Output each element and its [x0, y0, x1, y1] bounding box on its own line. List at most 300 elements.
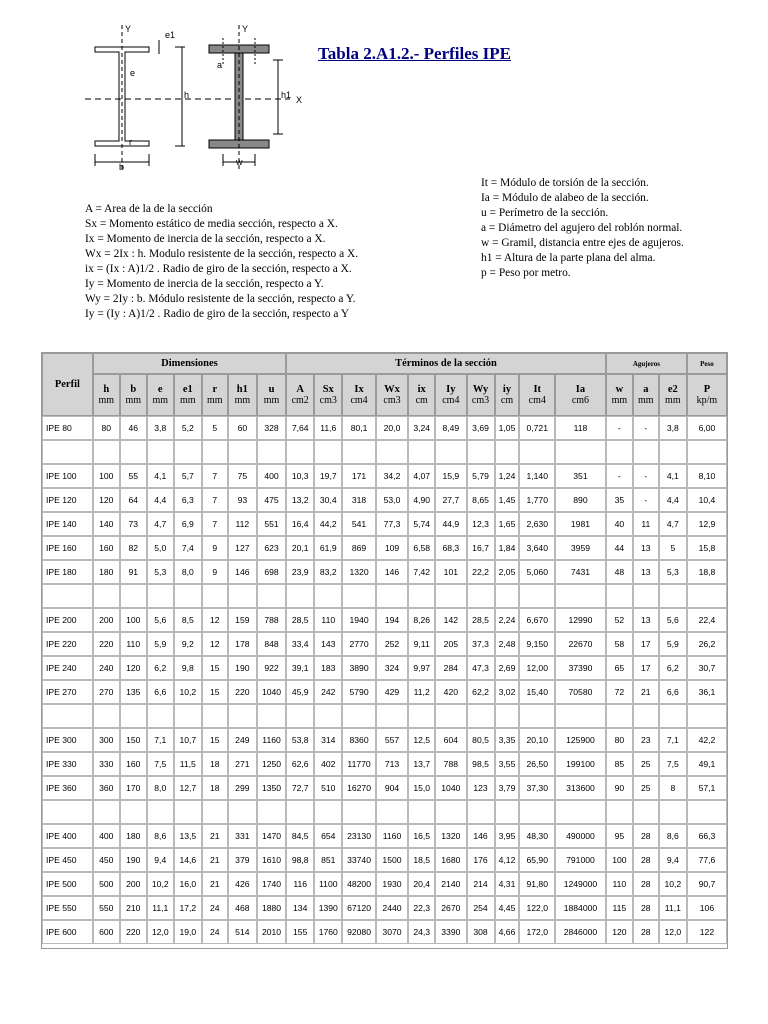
- legend-item: a = Diámetro del agujero del roblón normal.: [481, 222, 683, 234]
- empty-cell: [408, 800, 435, 824]
- value-cell: 3,35: [495, 728, 520, 752]
- column-symbol: Iy: [446, 384, 456, 395]
- empty-cell: [519, 800, 555, 824]
- value-cell: 33,4: [286, 632, 314, 656]
- value-cell: 5: [202, 416, 228, 440]
- value-cell: 42,2: [687, 728, 727, 752]
- value-cell: 100: [120, 608, 147, 632]
- column-symbol: b: [130, 384, 137, 395]
- value-cell: 65,90: [519, 848, 555, 872]
- value-cell: 199100: [555, 752, 606, 776]
- value-cell: 200: [120, 872, 147, 896]
- empty-cell: [606, 800, 633, 824]
- value-cell: 33740: [342, 848, 375, 872]
- diagram-label-y-left: Y: [125, 24, 132, 34]
- table-row: [42, 920, 727, 944]
- value-cell: 5: [659, 536, 687, 560]
- value-cell: 1981: [555, 512, 606, 536]
- right-section-outline: [209, 25, 269, 170]
- value-cell: 426: [228, 872, 257, 896]
- value-cell: 1,24: [495, 464, 520, 488]
- value-cell: 134: [286, 896, 314, 920]
- value-cell: 698: [257, 560, 286, 584]
- column-header-a: [633, 374, 659, 416]
- column-unit: mm: [665, 395, 681, 406]
- value-cell: 5,3: [659, 560, 687, 584]
- value-cell: 6,670: [519, 608, 555, 632]
- value-cell: 1160: [257, 728, 286, 752]
- value-cell: 1940: [342, 608, 375, 632]
- column-header-iy: [435, 374, 466, 416]
- value-cell: 9,4: [659, 848, 687, 872]
- empty-cell: [286, 584, 314, 608]
- column-symbol: Ix: [354, 384, 364, 395]
- value-cell: 23: [633, 728, 659, 752]
- table-row: [42, 872, 727, 896]
- column-header-iy: [495, 374, 520, 416]
- table-row: [42, 680, 727, 704]
- value-cell: 27,7: [435, 488, 466, 512]
- empty-cell: [257, 440, 286, 464]
- value-cell: 324: [376, 656, 408, 680]
- value-cell: 1500: [376, 848, 408, 872]
- value-cell: 8,10: [687, 464, 727, 488]
- value-cell: 100: [93, 464, 120, 488]
- empty-cell: [342, 800, 375, 824]
- empty-cell: [228, 440, 257, 464]
- value-cell: 270: [93, 680, 120, 704]
- value-cell: 72: [606, 680, 633, 704]
- column-unit: mm: [263, 395, 280, 406]
- value-cell: 101: [435, 560, 466, 584]
- legend-item: Wy = 2Iy : b. Módulo resistente de la sección, respecto a Y.: [85, 293, 356, 305]
- column-symbol: u: [268, 384, 275, 395]
- column-unit: mm: [207, 395, 223, 406]
- empty-cell: [202, 704, 228, 728]
- value-cell: 93: [228, 488, 257, 512]
- column-header-row: [42, 374, 727, 416]
- value-cell: 7,4: [174, 536, 202, 560]
- profile-name-cell: IPE 180: [42, 560, 93, 584]
- column-symbol: e: [157, 384, 163, 395]
- empty-cell: [42, 440, 93, 464]
- value-cell: 1249000: [555, 872, 606, 896]
- value-cell: 2,24: [495, 608, 520, 632]
- empty-cell: [495, 440, 520, 464]
- value-cell: 22,2: [467, 560, 495, 584]
- column-unit: cm4: [442, 395, 460, 406]
- value-cell: 3,95: [495, 824, 520, 848]
- value-cell: 330: [93, 752, 120, 776]
- value-cell: 21: [202, 848, 228, 872]
- value-cell: 26,2: [687, 632, 727, 656]
- value-cell: 91: [120, 560, 147, 584]
- empty-cell: [93, 800, 120, 824]
- diagram-label-e1: e1: [165, 30, 176, 40]
- value-cell: 1884000: [555, 896, 606, 920]
- value-cell: 6,9: [174, 512, 202, 536]
- value-cell: 28: [633, 848, 659, 872]
- value-cell: 135: [120, 680, 147, 704]
- column-unit: cm: [500, 395, 514, 406]
- value-cell: 84,5: [286, 824, 314, 848]
- profile-name-cell: IPE 240: [42, 656, 93, 680]
- value-cell: 22,4: [687, 608, 727, 632]
- value-cell: 28: [633, 824, 659, 848]
- value-cell: 25: [633, 752, 659, 776]
- value-cell: 45,9: [286, 680, 314, 704]
- column-header-w: [606, 374, 633, 416]
- empty-cell: [93, 440, 120, 464]
- spacer-row: [42, 440, 727, 464]
- value-cell: 39,1: [286, 656, 314, 680]
- profile-name-cell: IPE 450: [42, 848, 93, 872]
- value-cell: 65: [606, 656, 633, 680]
- empty-cell: [120, 800, 147, 824]
- empty-cell: [257, 704, 286, 728]
- value-cell: 80: [93, 416, 120, 440]
- value-cell: 490000: [555, 824, 606, 848]
- value-cell: 1040: [435, 776, 466, 800]
- column-unit: mm: [152, 395, 169, 406]
- empty-cell: [376, 704, 408, 728]
- value-cell: 25: [633, 776, 659, 800]
- value-cell: 2010: [257, 920, 286, 944]
- column-header-a: [286, 374, 314, 416]
- column-symbol: r: [212, 384, 218, 395]
- value-cell: 10,2: [174, 680, 202, 704]
- value-cell: 18,5: [408, 848, 435, 872]
- value-cell: 7,1: [147, 728, 174, 752]
- value-cell: 3,8: [659, 416, 687, 440]
- value-cell: 13: [633, 608, 659, 632]
- empty-cell: [174, 440, 202, 464]
- value-cell: 1930: [376, 872, 408, 896]
- profile-name-cell: IPE 80: [42, 416, 93, 440]
- value-cell: 252: [376, 632, 408, 656]
- value-cell: 98,5: [467, 752, 495, 776]
- value-cell: 5,9: [659, 632, 687, 656]
- value-cell: 10,2: [147, 872, 174, 896]
- column-symbol: Ia: [575, 384, 586, 395]
- column-unit: mm: [638, 395, 654, 406]
- value-cell: 15: [202, 728, 228, 752]
- value-cell: 127: [228, 536, 257, 560]
- value-cell: 28: [633, 896, 659, 920]
- column-symbol: ix: [417, 384, 426, 395]
- value-cell: 92080: [342, 920, 375, 944]
- diagram-label-r: r: [129, 137, 132, 147]
- column-symbol: It: [533, 384, 542, 395]
- value-cell: 14,6: [174, 848, 202, 872]
- value-cell: 12: [202, 632, 228, 656]
- value-cell: 98,8: [286, 848, 314, 872]
- value-cell: 1,05: [495, 416, 520, 440]
- column-header-b: [120, 374, 147, 416]
- column-unit: cm3: [471, 395, 490, 406]
- empty-cell: [435, 800, 466, 824]
- empty-cell: [93, 704, 120, 728]
- value-cell: 8,0: [174, 560, 202, 584]
- value-cell: 180: [93, 560, 120, 584]
- empty-cell: [202, 584, 228, 608]
- profile-name-cell: IPE 270: [42, 680, 93, 704]
- value-cell: 8,5: [174, 608, 202, 632]
- value-cell: 12,7: [174, 776, 202, 800]
- value-cell: 0,721: [519, 416, 555, 440]
- diagram-label-w: w: [236, 157, 243, 167]
- legend-item: Iy = Momento de inercia de la sección, respecto a Y.: [85, 278, 324, 290]
- value-cell: 7: [202, 488, 228, 512]
- value-cell: 360: [93, 776, 120, 800]
- value-cell: 3390: [435, 920, 466, 944]
- empty-cell: [495, 800, 520, 824]
- value-cell: 15: [202, 656, 228, 680]
- value-cell: 40: [606, 512, 633, 536]
- value-cell: 12,0: [659, 920, 687, 944]
- value-cell: 10,3: [286, 464, 314, 488]
- value-cell: 5,7: [174, 464, 202, 488]
- column-symbol: a: [643, 384, 649, 395]
- value-cell: 331: [228, 824, 257, 848]
- value-cell: 7431: [555, 560, 606, 584]
- empty-cell: [408, 704, 435, 728]
- column-header-wx: [376, 374, 408, 416]
- header-peso: Peso: [687, 353, 727, 374]
- value-cell: 6,2: [147, 656, 174, 680]
- empty-cell: [687, 440, 727, 464]
- value-cell: 328: [257, 416, 286, 440]
- value-cell: 429: [376, 680, 408, 704]
- value-cell: -: [633, 488, 659, 512]
- value-cell: 159: [228, 608, 257, 632]
- table-row: [42, 608, 727, 632]
- empty-cell: [174, 584, 202, 608]
- empty-cell: [42, 800, 93, 824]
- value-cell: 2,630: [519, 512, 555, 536]
- value-cell: 1,770: [519, 488, 555, 512]
- value-cell: 12990: [555, 608, 606, 632]
- value-cell: 4,7: [147, 512, 174, 536]
- value-cell: 4,4: [659, 488, 687, 512]
- diagram-label-y-right: Y: [242, 24, 249, 34]
- value-cell: 12,0: [147, 920, 174, 944]
- column-header-e1: [174, 374, 202, 416]
- value-cell: 123: [467, 776, 495, 800]
- header-dimensiones: Dimensiones: [93, 353, 286, 374]
- value-cell: 2670: [435, 896, 466, 920]
- value-cell: 4,4: [147, 488, 174, 512]
- value-cell: 1610: [257, 848, 286, 872]
- value-cell: 146: [228, 560, 257, 584]
- value-cell: 18: [202, 752, 228, 776]
- empty-cell: [555, 704, 606, 728]
- column-unit: kp/m: [696, 395, 718, 406]
- value-cell: 4,45: [495, 896, 520, 920]
- value-cell: 10,4: [687, 488, 727, 512]
- value-cell: 146: [467, 824, 495, 848]
- value-cell: 600: [93, 920, 120, 944]
- value-cell: 82: [120, 536, 147, 560]
- value-cell: 5,9: [147, 632, 174, 656]
- value-cell: 1320: [342, 560, 375, 584]
- value-cell: 23,9: [286, 560, 314, 584]
- legend-item: It = Módulo de torsión de la sección.: [481, 177, 649, 189]
- column-unit: cm3: [383, 395, 401, 406]
- value-cell: 8,6: [147, 824, 174, 848]
- profile-name-cell: IPE 330: [42, 752, 93, 776]
- value-cell: 8,49: [435, 416, 466, 440]
- value-cell: 890: [555, 488, 606, 512]
- value-cell: 623: [257, 536, 286, 560]
- table-row: [42, 416, 727, 440]
- header-terminos: Términos de la sección: [286, 353, 606, 374]
- empty-cell: [376, 800, 408, 824]
- empty-cell: [495, 704, 520, 728]
- value-cell: 4,1: [147, 464, 174, 488]
- value-cell: 30,7: [687, 656, 727, 680]
- empty-cell: [147, 440, 174, 464]
- spacer-row: [42, 704, 727, 728]
- value-cell: 7,1: [659, 728, 687, 752]
- value-cell: 514: [228, 920, 257, 944]
- value-cell: -: [633, 464, 659, 488]
- value-cell: 3,640: [519, 536, 555, 560]
- column-unit: mm: [611, 395, 628, 406]
- value-cell: 318: [342, 488, 375, 512]
- value-cell: 4,66: [495, 920, 520, 944]
- value-cell: 13,2: [286, 488, 314, 512]
- value-cell: 604: [435, 728, 466, 752]
- value-cell: 1680: [435, 848, 466, 872]
- column-symbol: e1: [182, 384, 193, 395]
- empty-cell: [314, 800, 342, 824]
- column-unit: cm3: [319, 395, 337, 406]
- value-cell: 68,3: [435, 536, 466, 560]
- empty-cell: [408, 584, 435, 608]
- value-cell: 24: [202, 896, 228, 920]
- column-unit: mm: [98, 395, 115, 406]
- value-cell: 110: [606, 872, 633, 896]
- value-cell: 12,9: [687, 512, 727, 536]
- ipe-profile-table: [42, 353, 727, 944]
- value-cell: 220: [93, 632, 120, 656]
- empty-cell: [659, 584, 687, 608]
- value-cell: 53,0: [376, 488, 408, 512]
- empty-cell: [120, 440, 147, 464]
- value-cell: 16,4: [286, 512, 314, 536]
- value-cell: 53,8: [286, 728, 314, 752]
- value-cell: 1760: [314, 920, 342, 944]
- value-cell: 44,9: [435, 512, 466, 536]
- empty-cell: [519, 440, 555, 464]
- column-header-u: [257, 374, 286, 416]
- value-cell: 146: [376, 560, 408, 584]
- value-cell: 1,140: [519, 464, 555, 488]
- column-unit: mm: [180, 395, 196, 406]
- value-cell: 62,2: [467, 680, 495, 704]
- value-cell: 24,3: [408, 920, 435, 944]
- empty-cell: [467, 440, 495, 464]
- value-cell: 379: [228, 848, 257, 872]
- empty-cell: [147, 800, 174, 824]
- value-cell: 9,4: [147, 848, 174, 872]
- value-cell: 4,07: [408, 464, 435, 488]
- value-cell: 541: [342, 512, 375, 536]
- value-cell: 110: [314, 608, 342, 632]
- value-cell: 402: [314, 752, 342, 776]
- value-cell: 8,0: [147, 776, 174, 800]
- value-cell: 106: [687, 896, 727, 920]
- value-cell: 35: [606, 488, 633, 512]
- empty-cell: [376, 584, 408, 608]
- value-cell: 16,5: [408, 824, 435, 848]
- value-cell: 28: [633, 920, 659, 944]
- diagram-label-h: h: [184, 90, 190, 100]
- value-cell: 21: [202, 824, 228, 848]
- value-cell: 214: [467, 872, 495, 896]
- empty-cell: [435, 704, 466, 728]
- empty-cell: [467, 704, 495, 728]
- value-cell: 142: [435, 608, 466, 632]
- empty-cell: [42, 584, 93, 608]
- value-cell: 62,6: [286, 752, 314, 776]
- profile-name-cell: IPE 600: [42, 920, 93, 944]
- value-cell: 5,6: [659, 608, 687, 632]
- value-cell: 8,65: [467, 488, 495, 512]
- column-header-e2: [659, 374, 687, 416]
- column-symbol: h: [103, 384, 110, 395]
- value-cell: 15,9: [435, 464, 466, 488]
- value-cell: 19,7: [314, 464, 342, 488]
- value-cell: 300: [93, 728, 120, 752]
- legend-item: ix = (Ix : A)1/2 . Radio de giro de la sección, respecto a X.: [85, 263, 352, 275]
- value-cell: 2,48: [495, 632, 520, 656]
- value-cell: 150: [120, 728, 147, 752]
- table-row: [42, 488, 727, 512]
- value-cell: 20,10: [519, 728, 555, 752]
- empty-cell: [228, 800, 257, 824]
- value-cell: 90,7: [687, 872, 727, 896]
- profile-name-cell: IPE 220: [42, 632, 93, 656]
- value-cell: 171: [342, 464, 375, 488]
- value-cell: 176: [467, 848, 495, 872]
- value-cell: 220: [120, 920, 147, 944]
- value-cell: 91,80: [519, 872, 555, 896]
- value-cell: 1390: [314, 896, 342, 920]
- value-cell: 11,6: [314, 416, 342, 440]
- empty-cell: [687, 584, 727, 608]
- value-cell: 1880: [257, 896, 286, 920]
- empty-cell: [633, 440, 659, 464]
- value-cell: 3,79: [495, 776, 520, 800]
- value-cell: 90: [606, 776, 633, 800]
- empty-cell: [495, 584, 520, 608]
- value-cell: 4,12: [495, 848, 520, 872]
- value-cell: 55: [120, 464, 147, 488]
- value-cell: 3,02: [495, 680, 520, 704]
- value-cell: 12: [202, 608, 228, 632]
- value-cell: 420: [435, 680, 466, 704]
- column-header-r: [202, 374, 228, 416]
- value-cell: 4,1: [659, 464, 687, 488]
- column-symbol: w: [615, 384, 624, 395]
- value-cell: 23130: [342, 824, 375, 848]
- value-cell: 28,5: [286, 608, 314, 632]
- value-cell: 5,0: [147, 536, 174, 560]
- value-cell: 11,5: [174, 752, 202, 776]
- empty-cell: [120, 584, 147, 608]
